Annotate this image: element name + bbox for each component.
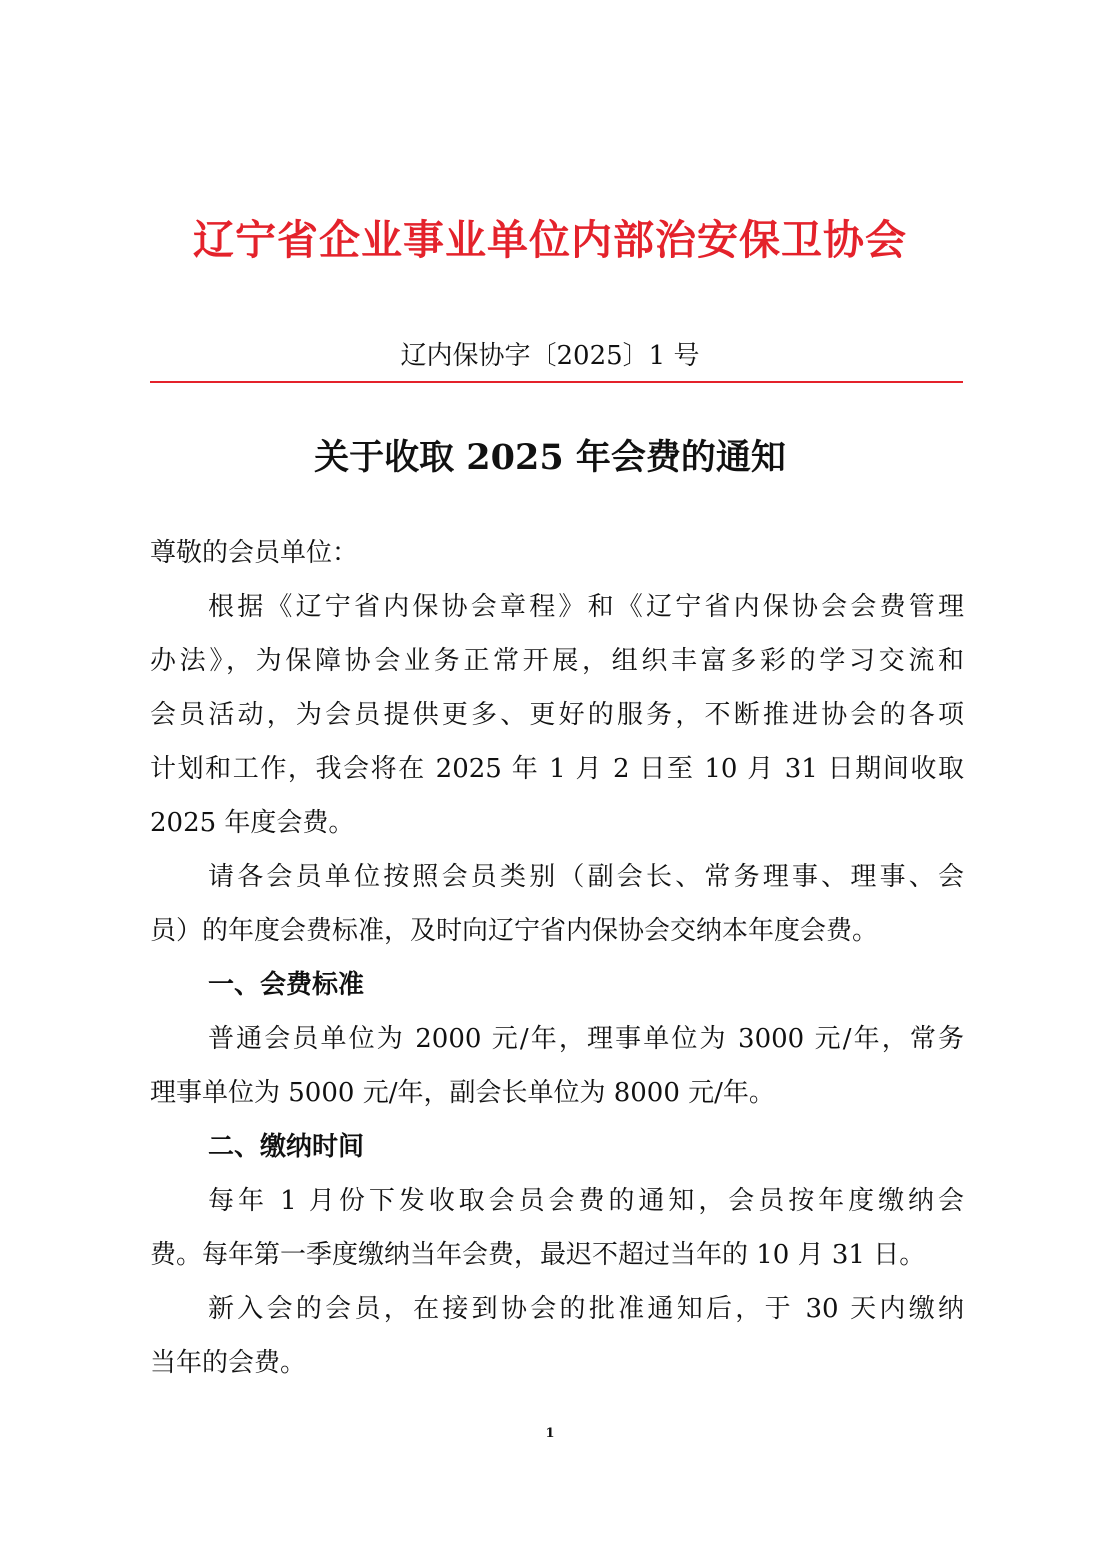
paragraph-line: 计划和工作，我会将在 2025 年 1 月 2 日至 10 月 31 日期间收取 <box>150 754 964 784</box>
paragraph-line: 每年 1 月份下发收取会员会费的通知，会员按年度缴纳会 <box>208 1186 964 1216</box>
document-number: 辽内保协字〔2025〕1 号 <box>400 341 700 371</box>
red-divider-line <box>150 381 963 383</box>
organization-name-header: 辽宁省企业事业单位内部治安保卫协会 <box>193 216 907 264</box>
salutation: 尊敬的会员单位： <box>150 538 359 568</box>
paragraph-line: 新入会的会员，在接到协会的批准通知后，于 30 天内缴纳 <box>208 1294 964 1324</box>
paragraph-line: 请各会员单位按照会员类别（副会长、常务理事、理事、会 <box>208 862 964 892</box>
paragraph-line: 当年的会费。 <box>150 1348 307 1378</box>
paragraph-line: 根据《辽宁省内保协会章程》和《辽宁省内保协会会费管理 <box>208 592 964 622</box>
page-number: 1 <box>545 1426 555 1441</box>
section-heading-fee-standard: 一、会费标准 <box>208 970 365 1000</box>
document-title: 关于收取 2025 年会费的通知 <box>314 437 786 478</box>
paragraph-line: 2025 年度会费。 <box>150 808 355 838</box>
paragraph-line: 办法》，为保障协会业务正常开展，组织丰富多彩的学习交流和 <box>150 646 964 676</box>
document-body <box>150 526 964 1390</box>
paragraph-line: 普通会员单位为 2000 元/年，理事单位为 3000 元/年，常务 <box>208 1024 964 1054</box>
paragraph-line: 会员活动，为会员提供更多、更好的服务，不断推进协会的各项 <box>150 700 964 730</box>
paragraph-line: 费。每年第一季度缴纳当年会费，最迟不超过当年的 10 月 31 日。 <box>150 1240 926 1270</box>
section-heading-payment-time: 二、缴纳时间 <box>208 1132 365 1162</box>
paragraph-line: 员）的年度会费标准，及时向辽宁省内保协会交纳本年度会费。 <box>150 916 879 946</box>
paragraph-line: 理事单位为 5000 元/年，副会长单位为 8000 元/年。 <box>150 1078 775 1108</box>
